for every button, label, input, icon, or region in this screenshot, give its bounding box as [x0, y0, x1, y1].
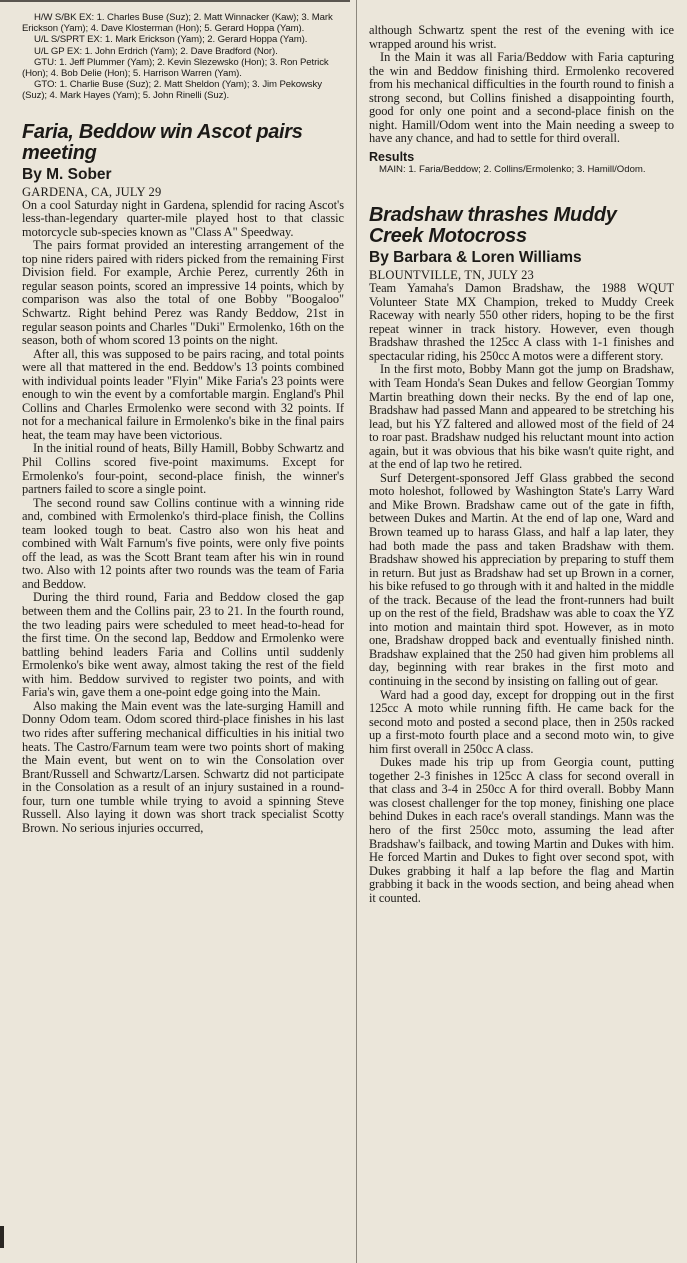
results-line: GTO: 1. Charlie Buse (Suz); 2. Matt Sheldon (Yam); 3. Jim Pekowsky (Suz); 4. Mark Hayes (Yam); 5. John Rinelli (Suz).	[22, 79, 322, 102]
left-column	[22, 12, 344, 835]
article-body	[369, 282, 674, 905]
article-body	[22, 199, 344, 836]
column-divider	[356, 0, 357, 1263]
article-paragraph: The pairs format provided an interesting arrangement of the top nine riders paired with riders picked from the remaining First Division field. For example, Archie Perez, currently 26th in regular season points, scored an impressive 14 points, which by comparison was also the total of one Bobby "Boogaloo" Schwartz. Right behind Perez was Randy Beddow, 21st in regular season points and Charles "Duki" Ermolenko, 16th on the season, both of whom scored 13 points on the night.	[22, 238, 344, 348]
article-paragraph: Also making the Main event was the late-surging Hamill and Donny Odom team. Odom scored third-place finishes in his last two rides after suffering mechanical difficulties in his initial two heats. The Castro/Farnum team were two points short of making the Main event, but went on to win the Consolation over Brant/Russell and Schwartz/Larsen. Schwartz did not participate in the Consolation as a result of an injury sustained in a round-four, turn one tumble while trying to avoid a spinning Steve Russell. Also laying it down was short track specialist Scotty Brown. No serious injuries occurred,	[22, 698, 344, 835]
results-main: MAIN: 1. Faria/Beddow; 2. Collins/Ermolenko; 3. Hamill/Odom.	[379, 163, 646, 175]
article-headline: Faria, Beddow win Ascot pairs meeting	[22, 120, 303, 164]
article-byline: By M. Sober	[22, 165, 112, 183]
article-paragraph: The second round saw Collins continue with a winning ride and, combined with Ermolenko's third-place finish, the Collins team looked tough to beat. Castro also won his heat and combined with Walt Farnum's five points, were only five points off the lead, as was the Scott Brant team after his win in round two. Also with 12 points after two rounds was the team of Faria and Beddow.	[22, 495, 344, 591]
article-body-continued	[369, 24, 674, 146]
article-paragraph: After all, this was supposed to be pairs racing, and total points were all that mattered in the end. Beddow's 13 points combined with individual points leader "Flyin" Mike Faria's 23 points were enough to win the event by a comfortable margin. England's Phil Collins and Charles Ermolenko were second with 32 points. If not for a mechanical failure in Ermolenko's bike in the final pairs heat, the team may have been victorious.	[22, 346, 344, 442]
article-paragraph: On a cool Saturday night in Gardena, splendid for racing Ascot's less-than-legendary quarter-mile played host to that classic motorcycle sub-species known as "Class A" Speedway.	[22, 197, 344, 239]
article-paragraph: Team Yamaha's Damon Bradshaw, the 1988 WQUT Volunteer State MX Champion, treked to Muddy Creek Raceway with nearly 550 other riders, hoping to be the first repeat winner in track history. However, even though Bradshaw thrashed the 125cc A class with 1-1 finishes and spectacular riding, his 250cc A motos were a different story.	[369, 281, 674, 363]
article-paragraph: During the third round, Faria and Beddow closed the gap between them and the Collins pair, 23 to 21. In the fourth round, the two leading pairs were scheduled to meet head-to-head for the first time. On the second lap, Beddow and Ermolenko were battling behind leaders Faria and Collins until suddenly Ermolenko's bike went away, almost taking the rest of the field with him. Beddow survived to register two points, and with Faria's win, gave them a one-point edge going into the Main.	[22, 590, 344, 700]
results-heading: Results	[369, 149, 415, 164]
article-headline: Bradshaw thrashes Muddy Creek Motocross	[369, 204, 617, 248]
article-paragraph: Ward had a good day, except for dropping out in the first 125cc A moto while running fifth. He came back for the second moto and posted a second place, then in 250s racked up a first-moto fourth place and a second moto win, to give him first overall in 250cc A class.	[369, 687, 674, 756]
results-line: GTU: 1. Jeff Plummer (Yam); 2. Kevin Slezewsko (Hon); 3. Ron Petrick (Hon); 4. Bob Delie (Hon); 5. Harrison Warren (Yam).	[22, 56, 329, 80]
article-dateline: GARDENA, CA, JULY 29	[22, 184, 162, 199]
article-paragraph: although Schwartz spent the rest of the evening with ice wrapped around his wrist.	[369, 23, 674, 51]
results-list-top	[22, 12, 344, 102]
article-paragraph: In the Main it was all Faria/Beddow with Faria capturing the win and Beddow finishing third. Ermolenko recovered from his mechanical difficulties in the fourth round to finish a strong second, but Collins finished a disappointing fourth, good for only one point and a second-place finish on the night. Hamill/Odom went into the Main needing a sweep to have any chance, and had to settle for third overall.	[369, 50, 674, 146]
right-column	[369, 24, 674, 905]
results-line: U/L GP EX: 1. John Erdrich (Yam); 2. Dave Bradford (Nor).	[34, 45, 278, 57]
page-edge-mark	[0, 1226, 4, 1248]
top-rule	[0, 0, 350, 2]
results-line: H/W S/BK EX: 1. Charles Buse (Suz); 2. Matt Winnacker (Kaw); 3. Mark Erickson (Yam); 4. Dave Klosterman (Hon); 5. Gerard Hoppa (Yam).	[22, 12, 333, 35]
article-paragraph: Surf Detergent-sponsored Jeff Glass grabbed the second moto holeshot, followed by Washington State's Larry Ward and Mike Brown. Bradshaw came out of the gate in fifth, between Dukes and Martin. At the end of lap one, Ward and Brown teamed up to harass Glass, and half a lap later, they had both made the pass and taken Bradshaw with them. Bradshaw showed his appreciation by preparing to stuff them in return. But just as Bradshaw had set up Brown in a corner, his bike refused to go through with it and halted in the middle of the track. Because of the lead the front-runners had built up on the rest of the field, Bradshaw was able to coax the YZ into motion and maintain third spot. However, as in moto one, Bradshaw dropped back and eventually finished ninth. Bradshaw explained that the 250 had given him problems all day, beginning with rear brakes in the first moto and continuing in the second by insisting on falling out of gear.	[369, 470, 674, 688]
article-paragraph: In the first moto, Bobby Mann got the jump on Bradshaw, with Team Honda's Sean Dukes and fellow Georgian Tommy Martin breathing down their necks. By the end of lap one, Bradshaw had passed Mann and appeared to be stretching his lead, but his YZ faltered and allowed most of the field of 24 to roar past. Bradshaw nudged his reluctant mount into action again, but it was obvious that his bike wasn't quite right, and at the end of lap two he retired.	[369, 362, 674, 472]
results-line: U/L S/SPRT EX: 1. Mark Erickson (Yam); 2. Gerard Hoppa (Yam).	[34, 34, 308, 46]
article-paragraph: In the initial round of heats, Billy Hamill, Bobby Schwartz and Phil Collins scored five-point maximums. Except for Ermolenko's four-point, second-place finish, the winner's partners failed to score a single point.	[22, 441, 344, 497]
article-paragraph: Dukes made his trip up from Georgia count, putting together 2-3 finishes in 125cc A class for second overall in that class and 3-4 in 250cc A for third overall. Bobby Mann was closest challenger for the top money, finishing one place behind Dukes in each race's overall standings. Mann was the hero of the first 250cc moto, assuming the lead after Bradshaw's failback, and towing Martin and Dukes with him. He forced Martin and Dukes to fight over second spot, with Dukes grabbing it half a lap before the flag and Martin grabbing it back in the woods section, and being ahead when it counted.	[369, 755, 674, 905]
article-dateline: BLOUNTVILLE, TN, JULY 23	[369, 268, 534, 283]
article-byline: By Barbara & Loren Williams	[369, 249, 582, 267]
